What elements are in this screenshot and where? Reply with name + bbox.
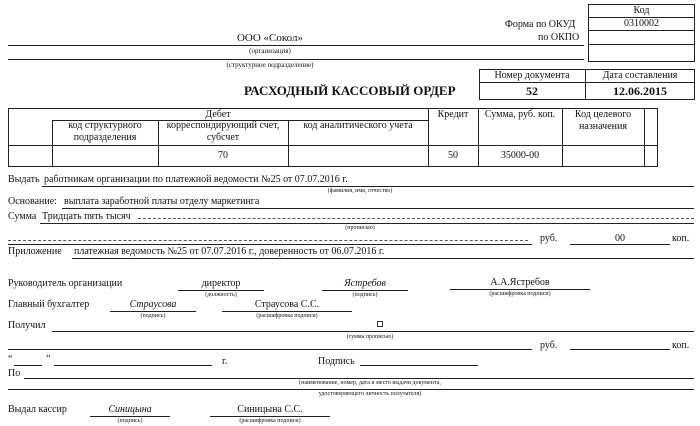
summa-kop-label: коп.: [672, 233, 690, 244]
rukovoditel-signature: Ястребов: [344, 278, 386, 289]
po-caption-1: (наименование, номер, дата и место выдачи документа,: [299, 380, 441, 386]
sum-header: Сумма, руб. коп.: [484, 109, 556, 120]
okpo-label: по ОКПО: [538, 32, 580, 43]
row-sum: 35000-00: [500, 150, 540, 161]
rukovoditel-signature-caption: (подпись): [352, 292, 378, 298]
organization-name: ООО «Сокол»: [236, 32, 304, 44]
rukovoditel-label: Руководитель организации: [8, 278, 123, 289]
buhgalter-label: Главный бухгалтер: [8, 299, 90, 310]
prilozhenie-label: Приложение: [8, 246, 62, 257]
buhgalter-signature-caption: (подпись): [140, 313, 166, 319]
row-kredit: 50: [448, 150, 458, 161]
struct-unit-caption: (структурное подразделение): [226, 61, 314, 69]
doc-number: 52: [526, 84, 538, 98]
doc-number-header: Номер документа: [494, 70, 570, 81]
poluchil-caption: (сумма прописью): [346, 334, 394, 340]
organization-caption: (организация): [249, 47, 291, 55]
kassir-label: Выдал кассир: [8, 404, 67, 415]
summa-value: Тридцать пять тысяч: [42, 211, 131, 222]
summa-label: Сумма: [8, 211, 37, 222]
rukovoditel-name: А.А.Ястребов: [490, 277, 550, 288]
kassir-name-caption: (расшифровка подписи): [239, 418, 301, 424]
vydat-value: работникам организации по платежной ведомости №25 от 07.07.2016 г.: [44, 174, 348, 185]
osnovanie-label: Основание:: [8, 196, 57, 207]
summa-caption: (прописью): [345, 225, 375, 231]
osnovanie-value: выплата заработной платы отделу маркетинга: [64, 196, 260, 207]
doc-date: 12.06.2015: [613, 84, 667, 98]
rukovoditel-name-caption: (расшифровка подписи): [489, 291, 551, 297]
okud-form-value: 0310002: [624, 18, 659, 29]
poluchil-kop-label: коп.: [672, 340, 690, 351]
prilozhenie-value: платежная ведомость №25 от 07.07.2016 г., доверенность от 06.07.2016 г.: [74, 246, 385, 257]
po-caption-2: удостоверяющего личность получателя): [318, 391, 422, 397]
buhgalter-signature: Страусова: [129, 299, 177, 310]
debet-col-struct: код структурного подразделения: [68, 120, 142, 143]
row-account: 70: [218, 150, 228, 161]
rukovoditel-position: директор: [201, 278, 241, 289]
po-label: По: [8, 368, 21, 379]
summa-rub-label: руб.: [540, 233, 558, 244]
vydat-label: Выдать: [8, 174, 40, 185]
debet-col-analytic: код аналитического учета: [303, 120, 413, 131]
poluchil-label: Получил: [8, 320, 46, 331]
buhgalter-name-caption: (расшифровка подписи): [256, 313, 318, 319]
buhgalter-name: Страусова С.С.: [254, 299, 320, 310]
small-square-icon: [377, 321, 383, 327]
doc-date-header: Дата составления: [602, 70, 678, 81]
kassir-signature-caption: (подпись): [117, 418, 143, 424]
debet-header: Дебет: [205, 109, 231, 120]
date-quote-close: ”: [46, 354, 51, 365]
summa-kop-value: 00: [615, 233, 625, 244]
vydat-caption: (фамилия, имя, отчество): [327, 188, 393, 194]
debet-col-account: корреспондирующий счет, субсчет: [166, 120, 280, 143]
okud-form-label: Форма по ОКУД: [505, 19, 576, 30]
okud-kod-header: Код: [633, 5, 650, 16]
kassir-name: Синицына С.С.: [237, 404, 303, 415]
order-title: РАСХОДНЫЙ КАССОВЫЙ ОРДЕР: [244, 83, 456, 98]
date-year-suffix: г.: [222, 356, 228, 367]
rukovoditel-position-caption: (должность): [205, 292, 237, 298]
kredit-header: Кредит: [437, 109, 469, 120]
poluchil-rub-label: руб.: [540, 340, 558, 351]
date-quote-open: “: [8, 354, 13, 365]
kassir-signature: Синицына: [108, 404, 152, 415]
target-code-header: Код целевого назначения: [574, 109, 632, 132]
podpis-label: Подпись: [318, 356, 355, 367]
